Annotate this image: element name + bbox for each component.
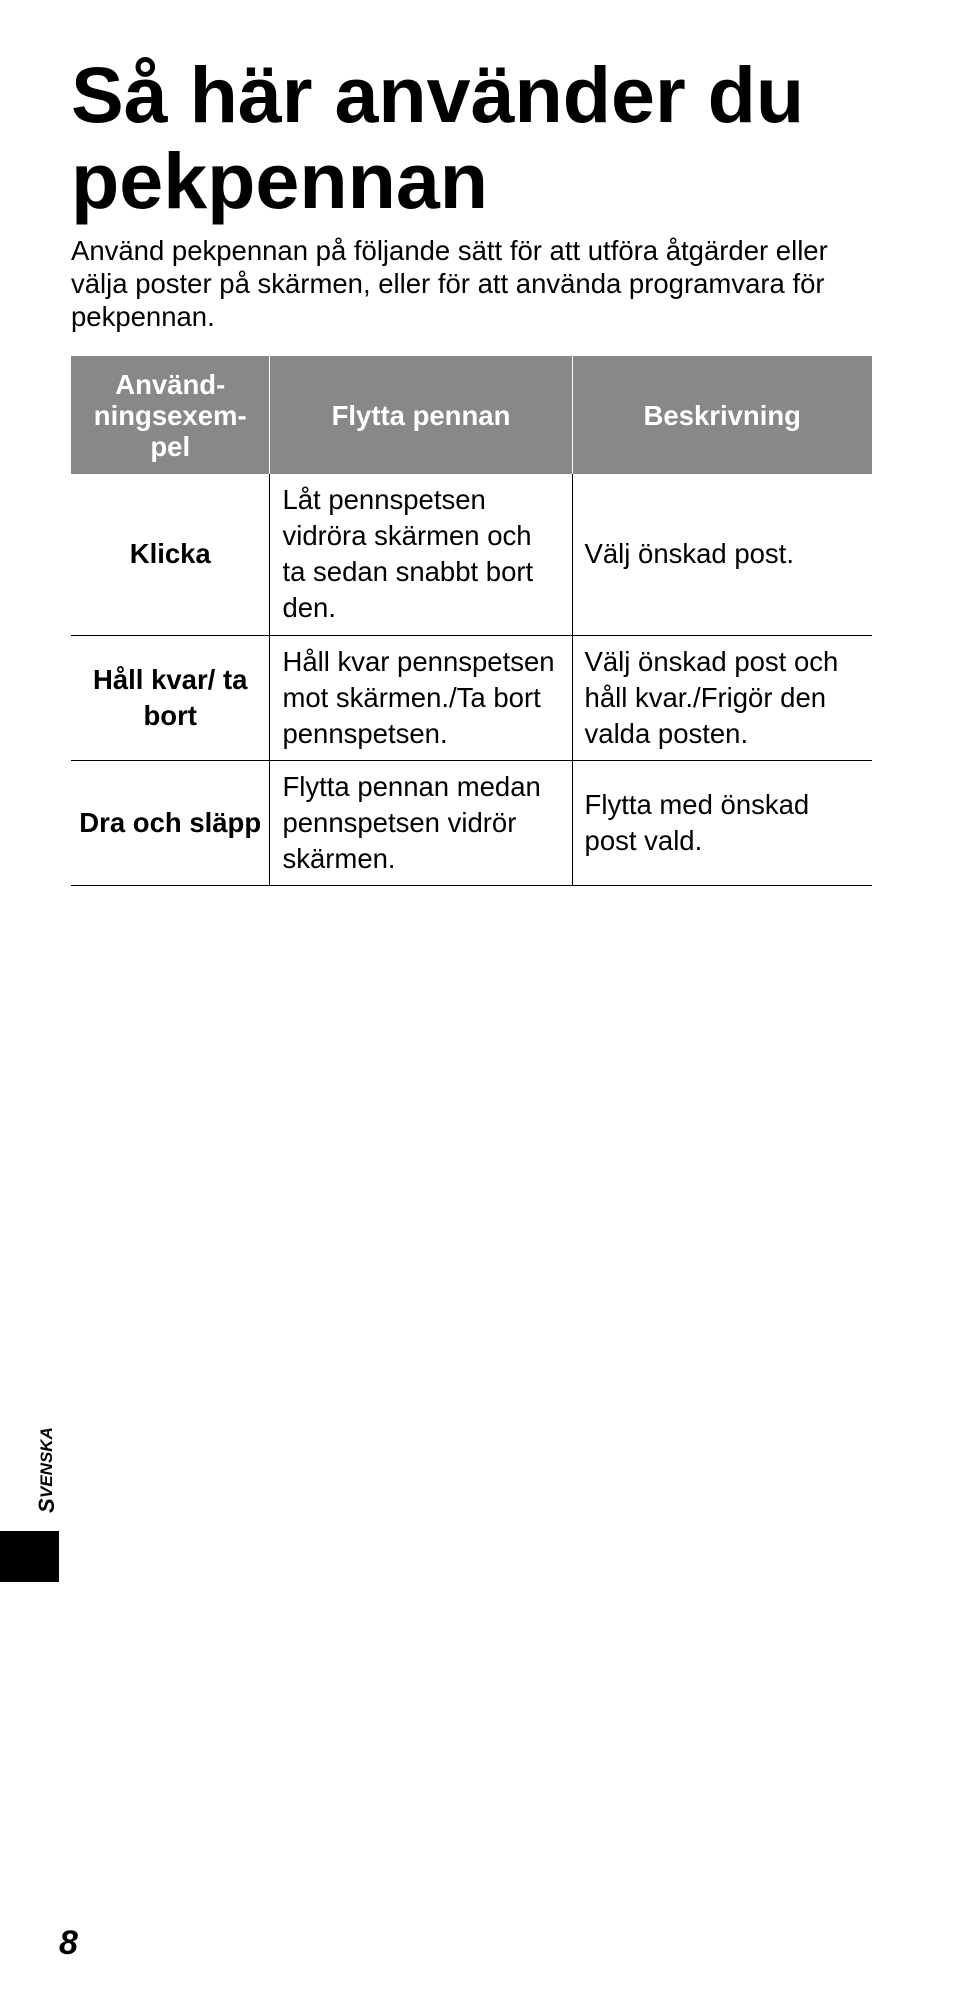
cell-example: Håll kvar/ ta bort — [71, 635, 270, 760]
table-row — [71, 635, 872, 760]
page-number: 8 — [59, 1924, 78, 1962]
header-move-pen: Flytta pennan — [270, 356, 572, 474]
cell-move: Flytta pennan medan pennspetsen vidrör skärmen. — [270, 760, 572, 885]
table-header-row — [71, 356, 872, 474]
cell-move: Håll kvar pennspetsen mot skärmen./Ta bort pennspetsen. — [270, 635, 572, 760]
intro-paragraph: Använd pekpennan på följande sätt för att utföra åtgärder eller välja poster på skärmen, eller för att använda programvara för pekpennan. — [71, 235, 828, 332]
table-row — [71, 760, 872, 885]
header-usage-example: Användningsexempel — [71, 356, 270, 474]
language-side-label: S VENSKA — [34, 1427, 59, 1513]
cell-description: Välj önskad post. — [572, 474, 872, 635]
stylus-usage-table — [71, 356, 872, 886]
cell-example: Dra och släpp — [71, 760, 270, 885]
cell-example: Klicka — [71, 474, 270, 635]
header-description: Beskrivning — [572, 356, 872, 474]
cell-description: Flytta med önskad post vald. — [572, 760, 872, 885]
page-title: Så här använder du pekpennan — [71, 50, 805, 225]
cell-description: Välj önskad post och håll kvar./Frigör den valda posten. — [572, 635, 872, 760]
cell-move: Låt pennspetsen vidröra skärmen och ta sedan snabbt bort den. — [270, 474, 572, 635]
language-tab-marker — [0, 1531, 59, 1582]
table-row — [71, 474, 872, 635]
